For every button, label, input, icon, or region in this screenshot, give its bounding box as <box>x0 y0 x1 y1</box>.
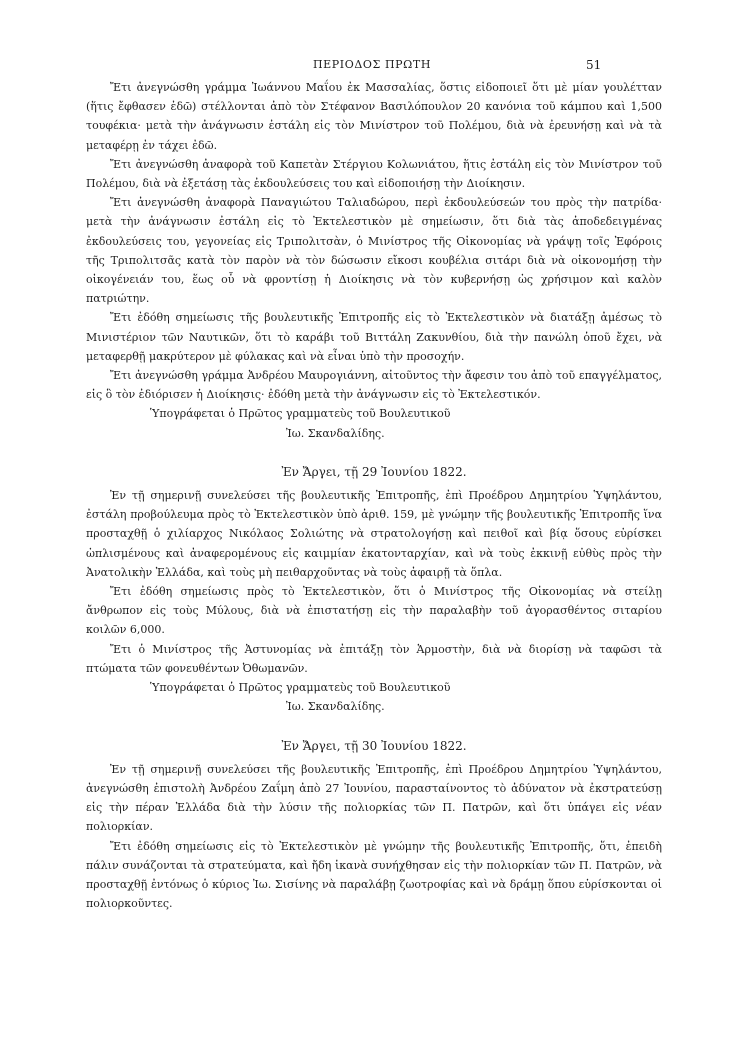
paragraph: Ἔτι ἀνεγνώσθη ἀναφορὰ τοῦ Καπετὰν Στέργιου Κολωνιάτου, ἥτις ἐστάλη εἰς τὸν Μινίστρον τοῦ Πολέμου, διὰ νὰ ἐξετάσῃ τὰς ἐκδουλεύσεις του καὶ εἰδοποιήσῃ τὴν Διοίκησιν. <box>86 157 662 191</box>
paragraph: Ἐν τῇ σημερινῇ συνελεύσει τῆς βουλευτικῆς Ἐπιτροπῆς, ἐπὶ Προέδρου Δημητρίου Ὑψηλάντου, ἐστάλη προβούλευμα πρὸς τὸ Ἐκτελεστικὸν ὑπὸ ἀριθ. 159, μὲ γνώμην τῆς βουλευτικῆς Ἐπιτροπῆς ἵνα προσταχθῇ ὁ χιλίαρχος Νικόλαος Σολιώτης νὰ στρατολογήσῃ καὶ πειθοῖ καὶ βίᾳ ὅσους εὑρίσκει ὡπλισμένους καὶ ἀναφερομένους εἰς καιμμίαν ἑκατονταρχίαν, καὶ νὰ τοὺς ἐκκινῇ εὐθὺς πρὸς τὴν Ἀνατολικὴν Ἑλλάδα, καὶ τοὺς μὴ πειθαρχοῦντας νὰ τοὺς ἀφαιρῇ τὰ ὅπλα. <box>86 489 662 579</box>
signature-line: Ὑπογράφεται ὁ Πρῶτος γραμματεὺς τοῦ Βουλευτικοῦ <box>150 407 451 421</box>
paragraph: Ἔτι ἐδόθη σημείωσις εἰς τὸ Ἐκτελεστικὸν μὲ γνώμην τῆς βουλευτικῆς Ἐπιτροπῆς, ὅτι, ἐπειδὴ πάλιν συνάζονται τὰ στρατεύματα, καὶ ἤδη ἱκανὰ συνήχθησαν εἰς τὴν πολιορκίαν τῶν Π. Πατρῶν, νὰ προσταχθῇ ἐντόνως ὁ κύριος Ἰω. Σισίνης νὰ παραλάβῃ ζωοτροφίας καὶ νὰ δράμῃ ὅπου εὑρίσκονται οἱ πολιορκοῦντες. <box>86 839 662 911</box>
date-heading: Ἐν Ἄργει, τῇ 29 Ἰουνίου 1822. <box>281 464 467 479</box>
body-text <box>86 78 662 913</box>
paragraph: Ἔτι ἀνεγνώσθη γράμμα Ἰωάννου Μαΐου ἐκ Μασσαλίας, ὅστις εἰδοποιεῖ ὅτι μὲ μίαν γουλέτταν (ἥτις ἔφθασεν ἐδῶ) στέλλονται ἀπὸ τὸν Στέφανον Βασιλόπουλον 20 κανόνια τοῦ κάμπου καὶ 1,500 τουφέκια· μετὰ τὴν ἀνάγνωσιν ἐστάλη εἰς τὸν Μινίστρον τοῦ Πολέμου, διὰ νὰ ἐρευνήσῃ καὶ νὰ τὰ μεταφέρῃ ἐν τάχει ἐδῶ. <box>86 81 662 152</box>
date-heading: Ἐν Ἄργει, τῇ 30 Ἰουνίου 1822. <box>281 738 467 753</box>
signature-name: Ἰω. Σκανδαλίδης. <box>286 700 385 714</box>
paragraph: Ἔτι ἐδόθη σημείωσις πρὸς τὸ Ἐκτελεστικὸν, ὅτι ὁ Μινίστρος τῆς Οἰκονομίας νὰ στείλῃ ἄνθρωπον εἰς τοὺς Μύλους, διὰ νὰ ἐπιστατήσῃ εἰς τὴν παραλαβὴν τοῦ ἀγορασθέντος σιταρίου κοιλῶν 6,000. <box>86 585 662 637</box>
paragraph: Ἔτι ὁ Μινίστρος τῆς Ἀστυνομίας νὰ ἐπιτάξῃ τὸν Ἁρμοστὴν, διὰ νὰ διορίσῃ νὰ ταφῶσι τὰ πτώματα τῶν φονευθέντων Ὀθωμανῶν. <box>86 642 662 675</box>
paragraph: Ἔτι ἐδόθη σημείωσις τῆς βουλευτικῆς Ἐπιτροπῆς εἰς τὸ Ἐκτελεστικὸν νὰ διατάξῃ ἀμέσως τὸ Μινιστέριον τῶν Ναυτικῶν, ὅτι τὸ καράβι τοῦ Βιττάλη Ζακυνθίου, διὰ τὴν πανώλη ὁποῦ ἔχει, νὰ μεταφερθῇ μακρύτερον μὲ φύλακας καὶ νὰ εἶναι ὑπὸ τὴν προσοχήν. <box>86 311 662 363</box>
signature-line: Ὑπογράφεται ὁ Πρῶτος γραμματεὺς τοῦ Βουλευτικοῦ <box>150 681 451 695</box>
running-title: ΠΕΡΙΟΔΟΣ ΠΡΩΤΗ <box>312 58 432 71</box>
paragraph: Ἐν τῇ σημερινῇ συνελεύσει τῆς βουλευτικῆς Ἐπιτροπῆς, ἐπὶ Προέδρου Δημητρίου Ὑψηλάντου, ἀνεγνώσθη ἐπιστολὴ Ἀνδρέου Ζαΐμη ἀπὸ 27 Ἰουνίου, παρασταίνοντος τὸ ἀδύνατον νὰ ἐκστρατεύσῃ εἰς τὴν πέραν Ἑλλάδα διὰ τὴν λύσιν τῆς πολιορκίας τῶν Π. Πατρῶν, καὶ ὅτι ὑπάγει εἰς νέαν πολιορκίαν. <box>86 762 662 834</box>
paragraph: Ἔτι ἀνεγνώσθη γράμμα Ἀνδρέου Μαυρογιάννη, αἰτοῦντος τὴν ἄφεσιν του ἀπὸ τοῦ επαγγέλματος, εἰς ὃ τὸν ἐδιόρισεν ἡ Διοίκησις· ἐδόθη μετὰ τὴν ἀνάγνωσιν εἰς τὸ Ἐκτελεστικόν. <box>86 369 662 402</box>
signature-name: Ἰω. Σκανδαλίδης. <box>286 426 385 440</box>
page-number: 51 <box>586 58 602 72</box>
paragraph: Ἔτι ἀνεγνώσθη ἀναφορὰ Παναγιώτου Ταλιαδώρου, περὶ ἐκδουλεύσεών του πρὸς τὴν πατρίδα· μετὰ τὴν ἀνάγνωσιν ἐστάλη εἰς τὸ Ἐκτελεστικὸν μὲ σημείωσιν, ὅτι διὰ τὰς ἀποδεδειγμένας ἐκδουλεύσεις του, γεγονείας εἰς Τριπολιτσὰν, ὁ Μινίστρος τῆς Οἰκονομίας νὰ γράψῃ τοῖς Ἐφόροις τῆς Τριπολιτσᾶς κατὰ τὸν παρὸν νὰ τὸν δώσωσιν εἴκοσι κουβέλια σιτάρι διὰ νὰ οἰκονομήσῃ τὴν οἰκογένειάν του, ἕως οὗ νὰ φροντίσῃ ἡ Διοίκησις νὰ τὸν κυβερνήσῃ ὡς χρήσιμον καὶ καλὸν πατριώτην. <box>86 196 662 306</box>
